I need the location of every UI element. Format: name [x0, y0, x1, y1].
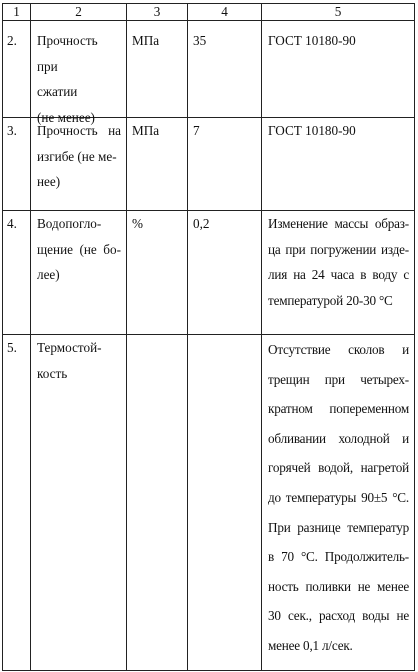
header-cell: 3	[153, 4, 161, 19]
test-method-line: ность поливки не менее	[268, 578, 409, 594]
header-cell: 4	[221, 4, 228, 19]
property-name-line: Водопогло-	[37, 216, 102, 231]
test-method-line: ГОСТ 10180-90	[268, 123, 356, 138]
property-name-line: Прочность на	[37, 123, 121, 138]
property-name-line: Термостой-	[37, 340, 102, 355]
property-name-line: Прочность	[37, 33, 98, 48]
header-divider	[2, 20, 415, 21]
property-name-line: (не менее)	[37, 109, 95, 125]
property-name-line: лее)	[37, 267, 60, 283]
test-method-line: обливании холодной и	[268, 430, 409, 446]
property-name	[37, 211, 121, 288]
column-divider	[187, 3, 188, 671]
header-cell: 1	[13, 4, 20, 19]
header-cell: 5	[334, 4, 342, 19]
row-number: 2.	[7, 33, 17, 48]
column-divider	[261, 3, 262, 671]
unit: МПа	[132, 33, 160, 48]
property-name	[37, 335, 121, 386]
property-name-line: нее)	[37, 174, 61, 190]
property-name	[37, 28, 121, 130]
column-divider	[30, 3, 31, 671]
test-method-line: трещин при четырех-	[268, 371, 409, 387]
test-method-line: Изменение массы образ-	[268, 216, 409, 231]
value: 35	[193, 33, 207, 48]
test-method-line: При разнице температур	[268, 519, 409, 535]
test-method-line: 30 сек., расход воды не	[268, 608, 409, 624]
test-method	[268, 211, 409, 313]
test-method-line: кратном попеременном	[268, 401, 409, 417]
table-border-right	[414, 3, 415, 671]
property-name-line: кость	[37, 365, 68, 381]
row-number: 3.	[7, 123, 17, 138]
value: 0,2	[193, 216, 210, 231]
property-name-line: при сжатии	[37, 58, 78, 100]
property-name	[37, 118, 121, 195]
unit: МПа	[132, 123, 160, 138]
test-method	[268, 28, 408, 54]
value: 7	[193, 123, 200, 138]
header-cell: 2	[75, 4, 82, 19]
property-name-line: изгибе (не ме-	[37, 148, 117, 164]
table-border-bottom	[2, 670, 415, 671]
column-divider	[126, 3, 127, 671]
test-method-line: ГОСТ 10180-90	[268, 33, 356, 48]
test-method	[268, 118, 408, 144]
test-method-line: горячей водой, нагретой	[268, 460, 409, 476]
test-method-line: до температуры 90±5 °С.	[268, 489, 409, 505]
test-method-line: менее 0,1 л/сек.	[268, 637, 353, 653]
test-method-line: в 70 °С. Продолжитель-	[268, 549, 409, 565]
property-name-line: щение (не бо-	[37, 241, 121, 257]
table-border-left	[2, 3, 3, 671]
test-method-line: лия на 24 часа в воду с	[268, 267, 409, 283]
row-number: 4.	[7, 216, 17, 231]
test-method-line: Отсутствие сколов и	[268, 342, 409, 357]
test-method	[268, 335, 409, 661]
test-method-line: ца при погружении изде-	[268, 241, 409, 257]
test-method-line: температурой 20-30 °С	[268, 292, 393, 308]
row-number: 5.	[7, 340, 17, 355]
unit: %	[132, 216, 143, 231]
